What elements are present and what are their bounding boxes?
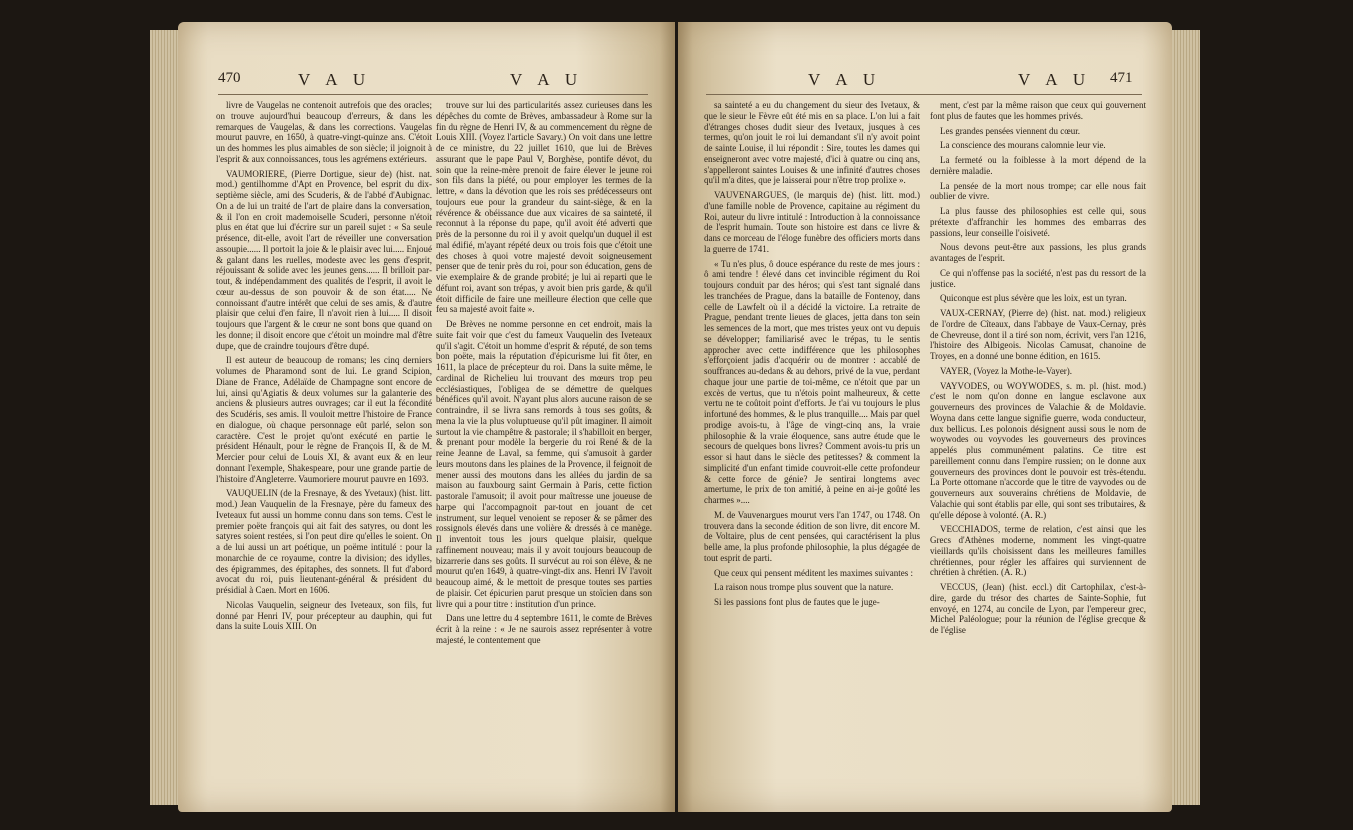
running-head: V A U: [1018, 70, 1092, 89]
paragraph: Nicolas Vauquelin, seigneur des Iveteaux, son fils, fut donné par Henri IV, pour précepteur au dauphin, qui fut dans la suite Louis XIII. On: [216, 599, 432, 632]
paragraph: La plus fausse des philosophies est celle qui, sous prétexte d'affranchir les hommes des embarras des passions, leur conseille l'oisiveté.: [930, 206, 1146, 238]
paragraph: VAUMORIERE, (Pierre Dortigue, sieur de) (hist. nat. mod.) gentilhomme d'Apt en Provence, bel esprit du dix-septième siècle, ami des Scuderis, & de l'abbé d'Aubignac. On a de lui un traité de l'art de plaire dans la conversation, & il l'on en croit mademoiselle Scuderi, personne n'étoit plus en état que lui d'écrire sur un pareil sujet : « Sa seule présence, dit-elle, avoit l'art de réveiller une conversation assoupie...... Il portoit la joie & le plaisir avec lui..... Enjoué & galant dans les ruelles, modeste avec les gens d'esprit, réjouissant & solide avec les jeunes gens...... Il brilloit par-tout, & indépendamment des qualités de l'esprit, il avoit le cœur au-dessus de son pouvoir & de son état..... Ne connoissant d'autre intérêt que celui de ses amis, & d'autre plaisir que celui d'en faire, Il n'avoit rien à lui..... Il disoit toujours que l'argent & le cœur ne sont bons que quand on les donne; il disoit encore que c'étoit un moindre mal d'être dupe, que de craindre toujours d'être dupé.: [216, 168, 432, 351]
left-page: [178, 22, 675, 812]
paragraph: livre de Vaugelas ne contenoit autrefois que des oracles; on trouve aujourd'hui beaucoup d'erreurs, & dans les remarques de Vaugelas, & dans les corrections. Vaugelas mourut pauvre, en 1650, à quatre-vingt-quinze ans. C'étoit un des hommes les plus aimables de son siècle; il joignoit à l'esprit & aux connoissances, tous les agrémens extérieurs.: [216, 100, 432, 164]
paragraph: ment, c'est par la même raison que ceux qui gouvernent font plus de fautes que les hommes privés.: [930, 100, 1146, 121]
right-page-header: [678, 70, 1172, 92]
paragraph: Que ceux qui pensent méditent les maximes suivantes :: [714, 567, 913, 578]
paragraph: VECCUS, (Jean) (hist. eccl.) dit Cartophilax, c'est-à-dire, garde du trésor des chartes de Sainte-Sophie, fut envoyé, en 1274, au concile de Lyon, par l'empereur grec, Michel Paléologue; pour la réunion de l'église grecque & de l'église: [930, 582, 1146, 635]
paragraph: La raison nous trompe plus souvent que la nature.: [714, 582, 894, 593]
paragraph: Ce qui n'offense pas la société, n'est pas du ressort de la justice.: [930, 267, 1146, 289]
paragraph: VAUX-CERNAY, (Pierre de) (hist. nat. mod.) religieux de l'ordre de Cîteaux, dans l'abbaye de Vaux-Cernay, près de Chevreuse, dont il a tiré son nom, écrivit, vers l'an 1216, l'histoire des Albigeois. Nicolas Camusat, chanoine de Troyes, en a donné une bonne édition, en 1615.: [930, 308, 1146, 361]
paragraph: Quiconque est plus sévère que les loix, est un tyran.: [940, 293, 1127, 304]
left-page-edges: [150, 30, 180, 805]
text-column-left: [704, 100, 920, 830]
paragraph: Les grandes pensées viennent du cœur.: [940, 125, 1080, 136]
paragraph: trouve sur lui des particularités assez curieuses dans les dépêches du comte de Brèves, ambassadeur à Rome sur la fin du règne de Henri IV, & au commencement du règne de Louis XIII. (Voyez l'article Savary.) On voit dans une lettre de ce ministre, du 22 juillet 1610, que lui de Brèves assurant que le pape Paul V, Borghèse, pontife dévot, du soin que la reine-mère prenoit de faire élever le jeune roi son fils dans la piété, ou pour employer les termes de la lettre, « dans la dévotion que les rois ses prédécesseurs ont toujours eue pour la grandeur du saint-siège, & en la révérence & obéissance due aux vicaires de sa sainteté, il reconnut à la réponse du pape, qu'il avoit été adverti que près de la personne du roi il y avoit quelqu'un duquel il est mal édifié, m'ayant répété deux ou trois fois que c'étoit une des choses à quoi votre majesté devoit soigneusement penser que de tenir près du roi, pour son éducation, gens de vie exemplaire & de grande probité; je lui ai reparti que le défunt roi, avant son trépas, y avoit bien pris garde, & qu'il étoit difficile de faire une meilleure élection que celle que feu sa majesté avoit faite ».: [436, 100, 652, 315]
page-number: 471: [1110, 70, 1133, 86]
paragraph: « Tu n'es plus, ô douce espérance du reste de mes jours : ô ami tendre ! élevé dans cet invincible régiment du Roi toujours conduit par des héros; qui s'est tant signalé dans les tranchées de Prague, dans la bataille de Fontenoy, dans celle de Lawfelt où il a décidé la victoire. La retraite de Prague, pendant trente lieues de glaces, jetta dans ton sein les semences de la mort, que mes tristes yeux ont vu depuis se développer; familiarisé avec le trépas, tu le sentis approcher avec cette indifférence que les philosophes s'efforçoient jadis d'acquérir ou de montrer : accablé de souffrances au-dedans & au dehors, privé de la vue, perdant chaque jour une partie de toi-même, ce n'étoit que par un excès de vertus, que tu n'étois point malheureux, & cette vertu ne te coûtoit point d'efforts. Je t'ai vu toujours le plus infortuné des hommes, & le plus tranquille.... Mais par quel prodige avois-tu, à l'âge de vingt-cinq ans, la vraie philosophie & la vraie éloquence, sans autre étude que le secours de quelques bons livres? Comment avois-tu pris un essor si haut dans le siècle des petitesses? & comment la simplicité d'un enfant timide couvroit-elle cette profondeur & cette force de génie? Je sentirai longtems avec amertume, le prix de ton amitié, à peine en ai-je goûté les charmes »....: [704, 258, 920, 505]
paragraph: De Brèves ne nomme personne en cet endroit, mais la suite fait voir que c'est du fameux Vauquelin des Iveteaux qu'il s'agit. C'étoit un homme d'esprit & réputé, de son tems bon poëte, mais la réputation d'épicurisme lui fit ôter, en 1611, la place de précepteur du roi. Dans la suite même, le cardinal de Richelieu lui trouvant des mœurs trop peu ecclésiastiques, l'obligea de se démettre de quelques bénéfices qu'il avoit. N'ayant plus alors aucune raison de se contraindre, il se livra sans remords à tous ses goûts, & mena la vie la plus voluptueuse qu'il pût imaginer. Il aimoit surtout la vie champêtre & pastorale; il s'habilloit en berger, & prenant pour modèle la bergerie du roi René & de la reine Jeanne de Laval, sa femme, qui s'amusoit à garder leurs moutons dans les plaines de la Provence, il feignoit de mener aussi des moutons dans les allées du jardin de sa maison au fauxbourg saint Germain à Paris, cette fiction pastorale l'amusoit; il avoit pour maîtresse une joueuse de harpe qui l'accompagnoit par-tout en jouant de cet instrument, sur lequel venoient se reposer & se pâmer des rossignols élevés dans une volière & dressés à ce manège. Il inventoit tous les jours quelque plaisir, quelque raffinement nouveau; mais il y avoit toujours beaucoup de bizarrerie dans ses goûts. Il survécut au roi son élève, & ne mourut qu'en 1649, à quatre-vingt-dix ans. Henri IV l'avoit beaucoup aimé, & le mettoit de presque toutes ses parties de plaisir. Cet épicurien parut presque un stoïcien dans son livre qui a pour titre : institution d'un prince.: [436, 319, 652, 609]
text-column-left: [216, 100, 432, 830]
header-rule: [218, 94, 648, 95]
right-page-edges: [1172, 30, 1200, 805]
paragraph: La conscience des mourans calomnie leur vie.: [940, 140, 1106, 151]
running-head: V A U: [510, 70, 584, 89]
paragraph: La fermeté ou la foiblesse à la mort dépend de la dernière maladie.: [930, 155, 1146, 176]
paragraph: VAYER, (Voyez la Mothe-le-Vayer).: [940, 365, 1073, 376]
paragraph: M. de Vauvenargues mourut vers l'an 1747, ou 1748. On trouvera dans la seconde édition de son livre, dit encore M. de Voltaire, plus de cent pensées, qui caractérisent la plus belle ame, la plus profonde philosophie, la plus dégagée de tout esprit de parti.: [704, 509, 920, 563]
running-head: V A U: [808, 70, 882, 89]
paragraph: VAUQUELIN (de la Fresnaye, & des Yvetaux) (hist. litt. mod.) Jean Vauquelin de la Fresnaye, père du fameux des Iveteaux fut aussi un homme connu dans son tems. C'est le premier poëte françois qui ait fait des satyres, ou dont les satyres soient restées, si l'on peut dire qu'elles le soient. On a de lui aussi un art poétique, un poëme intitulé : pour la monarchie de ce royaume, contre la division; des idylles, des épigrammes, des épitaphes, des sonnets. Il fut d'abord avocat du roi, puis lieutenant-général & président du présidial à Caen. Mort en 1606.: [216, 488, 432, 595]
right-page: [678, 22, 1172, 812]
paragraph: Dans une lettre du 4 septembre 1611, le comte de Brèves écrit à la reine : « Je ne saurois assez représenter à votre majesté, le contentement que: [436, 613, 652, 645]
text-column-right: [436, 100, 652, 830]
paragraph: VECCHIADOS, terme de relation, c'est ainsi que les Grecs d'Athènes moderne, nomment les vingt-quatre vieillards qu'ils choisissent dans les meilleures familles chrétiennes, pour régler les affaires qui surviennent de chrétien à chrétien. (A. R.): [930, 524, 1146, 578]
header-rule: [706, 94, 1142, 95]
paragraph: VAUVENARGUES, (le marquis de) (hist. litt. mod.) d'une famille noble de Provence, capitaine au régiment du Roi, auteur du livre intitulé : Introduction à la connoissance de l'esprit humain. Toute son histoire est dans ce livre & dans ce morceau de l'éloge funèbre des officiers morts dans la guerre de 1741.: [704, 190, 920, 254]
paragraph: Il est auteur de beaucoup de romans; les cinq derniers volumes de Pharamond sont de lui. Le grand Scipion, Diane de France, Adélaïde de Champagne sont encore de lui, ainsi qu'Agiatis & deux volumes sur la galanterie des anciens & plusieurs autres ouvrages; car il eut la fécondité des Scudéris, ses amis. Il vouloit mettre l'histoire de France en dialogue, où chaque personnage eût parlé, selon son caractère. C'est le projet qu'ont exécuté en partie le président Hénault, pour le règne de François II, & de M. Mercier pour celui de Louis XI, & avant eux & en leur donnant l'exemple, Shakespeare, pour une grande partie de l'histoire d'Angleterre. Vaumoriere mourut pauvre en 1693.: [216, 355, 432, 484]
text-column-right: [930, 100, 1146, 830]
paragraph: Nous devons peut-être aux passions, les plus grands avantages de l'esprit.: [930, 242, 1146, 263]
paragraph: VAYVODES, ou WOYWODES, s. m. pl. (hist. mod.) c'est le nom qu'on donne en langue esclavone aux gouverneurs des provinces de Valachie & de Moldavie. Woyna dans cette langue signifie guerre, woda conducteur, dux bellicus. Les polonois désignent aussi sous le nom de woywodes ou voyvodes les gouverneurs des provinces appelés plus communément palatins. Ce titre est pareillement connu dans l'empire russien; on le donne aux gouverneurs des provinces dont le pouvoir est très-étendu. La Porte ottomane n'accorde que le titre de vayvodes ou de gouverneurs aux souverains chrétiens de Moldavie, de Valachie qui sont établis par elle, qui sont ses tributaires, & qu'elle dépose à volonté. (A. R.): [930, 380, 1146, 520]
running-head: V A U: [298, 70, 372, 89]
paragraph: Si les passions font plus de fautes que le juge-: [714, 597, 880, 607]
paragraph: sa sainteté a eu du changement du sieur des Ivetaux, & que le sieur le Fèvre eût été mis en sa place. L'on lui a fait d'étranges choses dudit sieur des Ivetaux, jusques à ces termes, qu'on jouit le roi lui demandant s'il n'y avoit point de sainte Louise, il lui répondit : Sire, toutes les dames qui enseigneront avec votre majesté, d'ici à quatre ou cinq ans, s'appelleront saintes Louises & une infinité d'autres choses qu'il m'a dites, que je laisserai pour n'être trop prolixe ».: [704, 100, 920, 186]
paragraph: La pensée de la mort nous trompe; car elle nous fait oublier de vivre.: [930, 180, 1146, 202]
page-number: 470: [218, 70, 241, 86]
left-page-header: [178, 70, 675, 92]
